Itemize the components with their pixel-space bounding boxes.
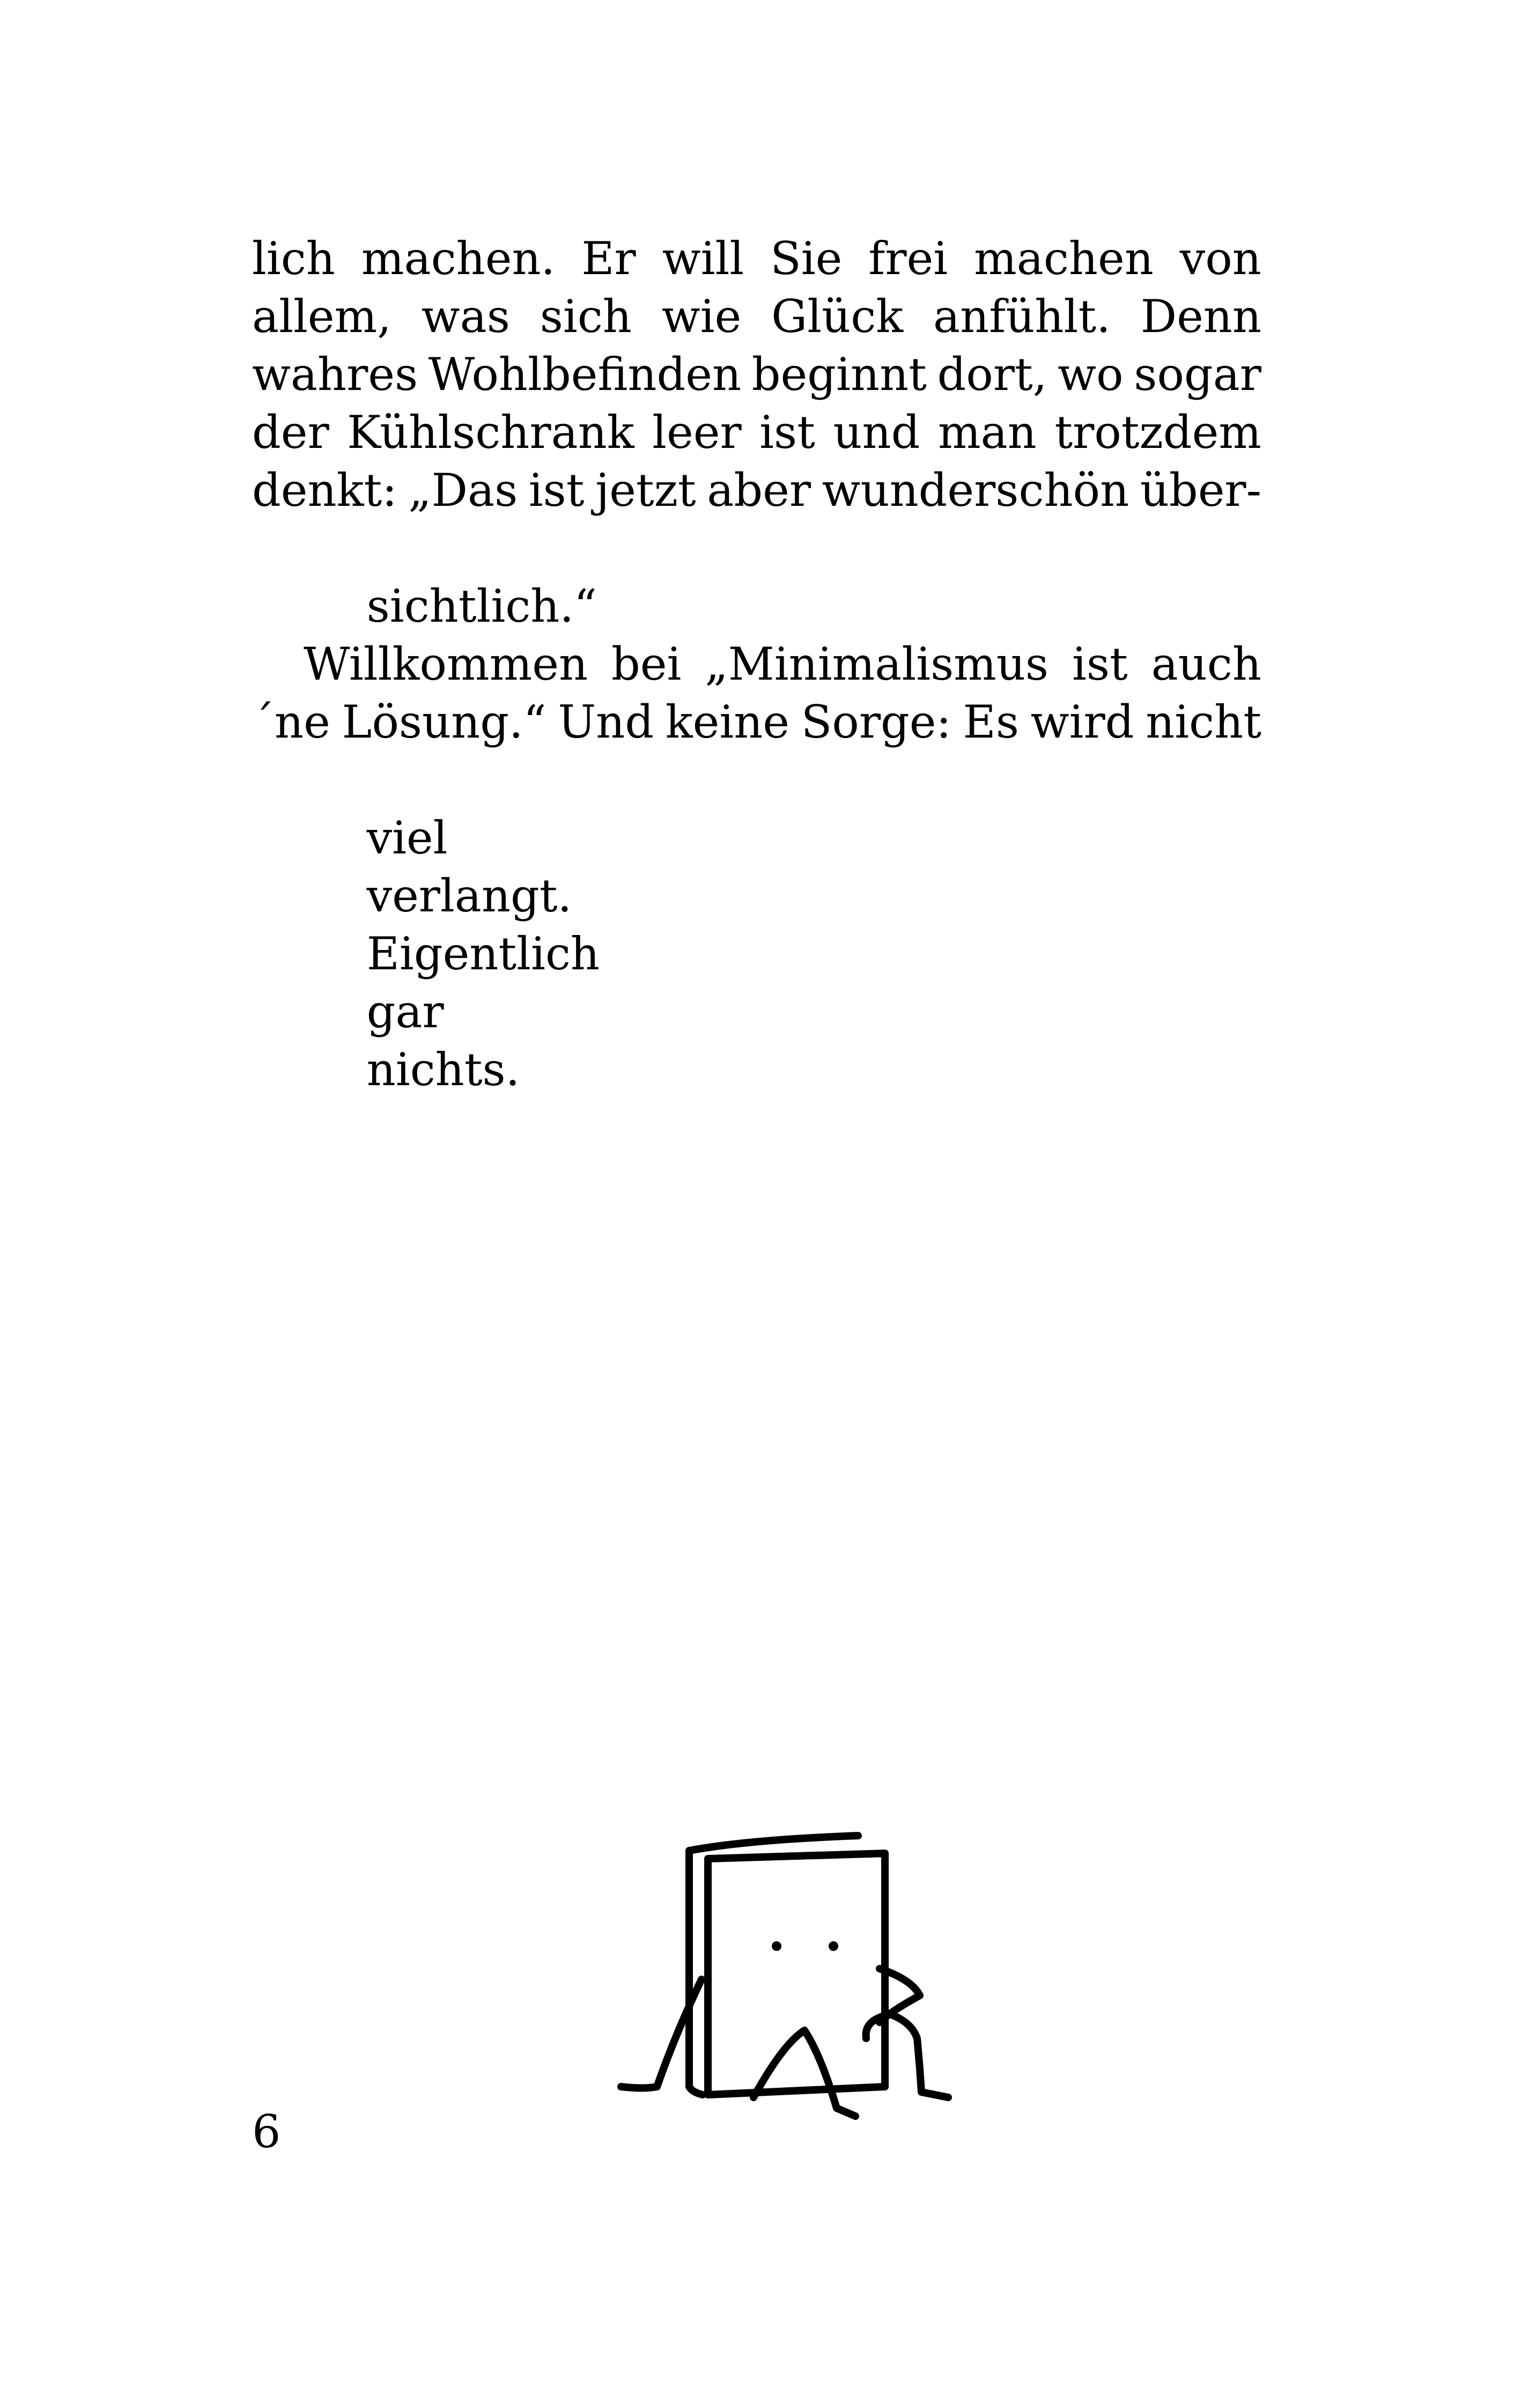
eye-left bbox=[772, 1941, 781, 1951]
book-spine bbox=[689, 1851, 703, 2095]
word: machen. bbox=[361, 232, 556, 285]
sitting-book-character-icon bbox=[611, 1808, 976, 2130]
word: und bbox=[833, 406, 920, 459]
word: ist bbox=[528, 464, 585, 517]
word: trotzdem bbox=[1054, 406, 1261, 459]
word: ist bbox=[759, 406, 815, 459]
word: jetzt bbox=[595, 464, 696, 517]
text-line bbox=[252, 461, 1261, 519]
text-line bbox=[252, 751, 1261, 1096]
text-line bbox=[252, 288, 1261, 345]
word: Wohlbefinden bbox=[428, 348, 742, 401]
word: wahres bbox=[252, 348, 418, 401]
word: über- bbox=[1140, 464, 1261, 517]
word: wird bbox=[1030, 696, 1134, 748]
word: ´ne bbox=[252, 696, 330, 748]
word: von bbox=[1179, 232, 1261, 285]
book-top-edge bbox=[689, 1836, 858, 1851]
word: beginnt bbox=[751, 348, 927, 401]
word: man bbox=[937, 406, 1037, 459]
eye-right bbox=[829, 1941, 838, 1951]
text-line bbox=[252, 519, 1261, 632]
word: viel bbox=[366, 812, 462, 864]
word: wie bbox=[661, 290, 742, 343]
word: allem, bbox=[252, 290, 392, 343]
word: gar bbox=[366, 985, 459, 1038]
word: lich bbox=[252, 232, 335, 285]
right-leg bbox=[890, 2014, 948, 2097]
page-number: 6 bbox=[252, 2105, 281, 2158]
word: machen bbox=[974, 232, 1154, 285]
word: Glück bbox=[771, 290, 904, 343]
word: nichts. bbox=[366, 1043, 520, 1096]
word: bei bbox=[611, 638, 682, 690]
word: will bbox=[662, 232, 744, 285]
text-line bbox=[252, 403, 1261, 461]
word: sogar bbox=[1134, 348, 1261, 401]
left-leg bbox=[754, 2030, 855, 2116]
word: nicht bbox=[1146, 696, 1261, 748]
word: Sie bbox=[770, 232, 843, 285]
word: denkt: bbox=[252, 464, 397, 517]
text-line bbox=[252, 345, 1261, 403]
text-line bbox=[252, 693, 1261, 751]
word: frei bbox=[868, 232, 948, 285]
body-text bbox=[252, 230, 1261, 1096]
word: aber bbox=[707, 464, 811, 517]
word: auch bbox=[1151, 638, 1261, 690]
word: was bbox=[421, 290, 510, 343]
word: Eigentlich bbox=[366, 927, 614, 980]
paragraph-2 bbox=[252, 635, 1261, 1096]
word: Lösung.“ bbox=[342, 696, 547, 748]
word: sichtlich.“ bbox=[366, 580, 597, 632]
word: Denn bbox=[1140, 290, 1261, 343]
book-front-cover bbox=[708, 1853, 885, 2095]
word: Sorge: bbox=[801, 696, 951, 748]
word: anfühlt. bbox=[933, 290, 1111, 343]
paragraph-1 bbox=[252, 230, 1261, 632]
word: wunderschön bbox=[822, 464, 1129, 517]
word: Er bbox=[581, 232, 636, 285]
word: ist bbox=[1072, 638, 1128, 690]
word: keine bbox=[665, 696, 790, 748]
word: der bbox=[252, 406, 329, 459]
word: sich bbox=[540, 290, 632, 343]
word: „Minimalismus bbox=[705, 638, 1049, 690]
word: Willkommen bbox=[304, 638, 588, 690]
word: leer bbox=[652, 406, 742, 459]
text-line bbox=[252, 230, 1261, 288]
word: dort, bbox=[937, 348, 1047, 401]
word: „Das bbox=[408, 464, 518, 517]
word: Kühlschrank bbox=[347, 406, 634, 459]
text-line bbox=[252, 635, 1261, 693]
word: Es bbox=[963, 696, 1019, 748]
word: Und bbox=[558, 696, 654, 748]
word: wo bbox=[1058, 348, 1124, 401]
word: verlangt. bbox=[366, 870, 586, 922]
